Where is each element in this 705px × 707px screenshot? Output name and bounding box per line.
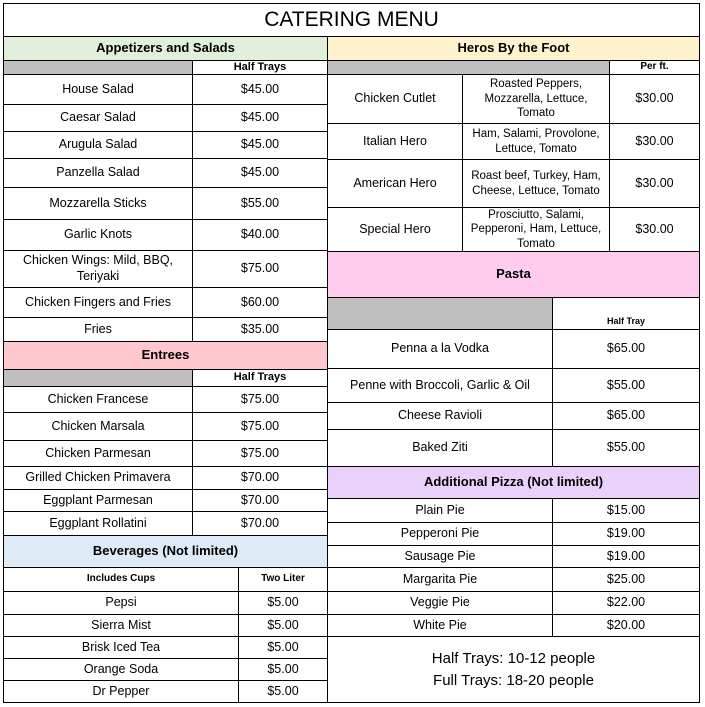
hero-price: $30.00 bbox=[609, 207, 700, 252]
entrees-col-header: Half Trays bbox=[192, 369, 328, 387]
entrees-subheader-blank bbox=[3, 369, 193, 387]
hero-name: American Hero bbox=[327, 159, 463, 208]
appetizer-price: $45.00 bbox=[192, 74, 328, 105]
entree-name: Eggplant Parmesan bbox=[3, 489, 193, 512]
pizza-price: $19.00 bbox=[552, 545, 700, 568]
pizza-name: Sausage Pie bbox=[327, 545, 553, 568]
appetizer-price: $45.00 bbox=[192, 131, 328, 159]
hero-price: $30.00 bbox=[609, 159, 700, 208]
pasta-price: $55.00 bbox=[552, 429, 700, 467]
pizza-name: Margarita Pie bbox=[327, 567, 553, 592]
pizza-price: $25.00 bbox=[552, 567, 700, 592]
pizza-price: $15.00 bbox=[552, 498, 700, 523]
hero-price: $30.00 bbox=[609, 74, 700, 124]
entree-price: $75.00 bbox=[192, 386, 328, 413]
entree-name: Grilled Chicken Primavera bbox=[3, 466, 193, 490]
beverage-price: $5.00 bbox=[238, 614, 328, 637]
pasta-price: $65.00 bbox=[552, 329, 700, 369]
full-trays-note: Full Trays: 18-20 people bbox=[433, 671, 594, 689]
pizza-name: White Pie bbox=[327, 614, 553, 637]
tray-size-notes bbox=[327, 636, 700, 703]
pizza-name: Veggie Pie bbox=[327, 591, 553, 615]
beverage-name: Brisk Iced Tea bbox=[3, 636, 239, 659]
heros-col-header: Per ft. bbox=[609, 60, 700, 75]
heros-subheader-blank bbox=[327, 60, 610, 75]
pasta-price: $65.00 bbox=[552, 402, 700, 430]
menu-title: CATERING MENU bbox=[264, 8, 439, 32]
entree-name: Chicken Parmesan bbox=[3, 440, 193, 467]
pasta-name: Penna a la Vodka bbox=[327, 329, 553, 369]
beverages-col-header-right: Two Liter bbox=[238, 567, 328, 592]
appetizer-price: $75.00 bbox=[192, 250, 328, 288]
appetizer-price: $55.00 bbox=[192, 187, 328, 220]
beverage-price: $5.00 bbox=[238, 591, 328, 615]
entree-price: $70.00 bbox=[192, 511, 328, 536]
appetizers-header: Appetizers and Salads bbox=[3, 36, 328, 61]
pasta-name: Cheese Ravioli bbox=[327, 402, 553, 430]
beverages-header: Beverages (Not limited) bbox=[3, 535, 328, 568]
heros-header: Heros By the Foot bbox=[327, 36, 700, 61]
appetizer-price: $35.00 bbox=[192, 317, 328, 342]
appetizer-name: Caesar Salad bbox=[3, 104, 193, 132]
pasta-col-header: Half Tray bbox=[552, 297, 700, 330]
half-trays-note: Half Trays: 10-12 people bbox=[431, 649, 596, 667]
beverage-name: Dr Pepper bbox=[3, 680, 239, 703]
beverage-price: $5.00 bbox=[238, 636, 328, 659]
entree-name: Eggplant Rollatini bbox=[3, 511, 193, 536]
appetizer-price: $60.00 bbox=[192, 287, 328, 318]
appetizer-name: Mozzarella Sticks bbox=[3, 187, 193, 220]
beverage-name: Pepsi bbox=[3, 591, 239, 615]
appetizer-name: Chicken Wings: Mild, BBQ, Teriyaki bbox=[3, 250, 193, 288]
pasta-price: $55.00 bbox=[552, 368, 700, 403]
entree-name: Chicken Francese bbox=[3, 386, 193, 413]
appetizer-name: Chicken Fingers and Fries bbox=[3, 287, 193, 318]
appetizers-subheader-blank bbox=[3, 60, 193, 75]
pizza-header: Additional Pizza (Not limited) bbox=[327, 466, 700, 499]
beverage-price: $5.00 bbox=[238, 658, 328, 681]
appetizer-price: $40.00 bbox=[192, 219, 328, 251]
pasta-subheader-blank bbox=[327, 297, 553, 330]
hero-name: Italian Hero bbox=[327, 123, 463, 160]
appetizer-name: Panzella Salad bbox=[3, 158, 193, 188]
hero-description: Roasted Peppers, Mozzarella, Lettuce, Tomato bbox=[462, 74, 610, 124]
entree-name: Chicken Marsala bbox=[3, 412, 193, 441]
appetizer-name: Arugula Salad bbox=[3, 131, 193, 159]
entree-price: $70.00 bbox=[192, 466, 328, 490]
beverage-price: $5.00 bbox=[238, 680, 328, 703]
hero-name: Special Hero bbox=[327, 207, 463, 252]
appetizer-price: $45.00 bbox=[192, 158, 328, 188]
pasta-name: Penne with Broccoli, Garlic & Oil bbox=[327, 368, 553, 403]
pasta-header: Pasta bbox=[327, 251, 700, 298]
appetizers-col-header: Half Trays bbox=[192, 60, 328, 75]
hero-description: Roast beef, Turkey, Ham, Cheese, Lettuce, Tomato bbox=[462, 159, 610, 208]
entree-price: $75.00 bbox=[192, 412, 328, 441]
beverage-name: Sierra Mist bbox=[3, 614, 239, 637]
appetizer-name: House Salad bbox=[3, 74, 193, 105]
appetizer-name: Garlic Knots bbox=[3, 219, 193, 251]
entree-price: $70.00 bbox=[192, 489, 328, 512]
entree-price: $75.00 bbox=[192, 440, 328, 467]
hero-price: $30.00 bbox=[609, 123, 700, 160]
appetizer-price: $45.00 bbox=[192, 104, 328, 132]
beverages-col-header-left: Includes Cups bbox=[3, 567, 239, 592]
appetizer-name: Fries bbox=[3, 317, 193, 342]
pasta-name: Baked Ziti bbox=[327, 429, 553, 467]
pizza-price: $22.00 bbox=[552, 591, 700, 615]
hero-name: Chicken Cutlet bbox=[327, 74, 463, 124]
hero-description: Ham, Salami, Provolone, Lettuce, Tomato bbox=[462, 123, 610, 160]
beverage-name: Orange Soda bbox=[3, 658, 239, 681]
pizza-price: $19.00 bbox=[552, 522, 700, 546]
entrees-header: Entrees bbox=[3, 341, 328, 370]
pizza-name: Plain Pie bbox=[327, 498, 553, 523]
hero-description: Prosciutto, Salami, Pepperoni, Ham, Lettuce, Tomato bbox=[462, 207, 610, 252]
pizza-name: Pepperoni Pie bbox=[327, 522, 553, 546]
pizza-price: $20.00 bbox=[552, 614, 700, 637]
